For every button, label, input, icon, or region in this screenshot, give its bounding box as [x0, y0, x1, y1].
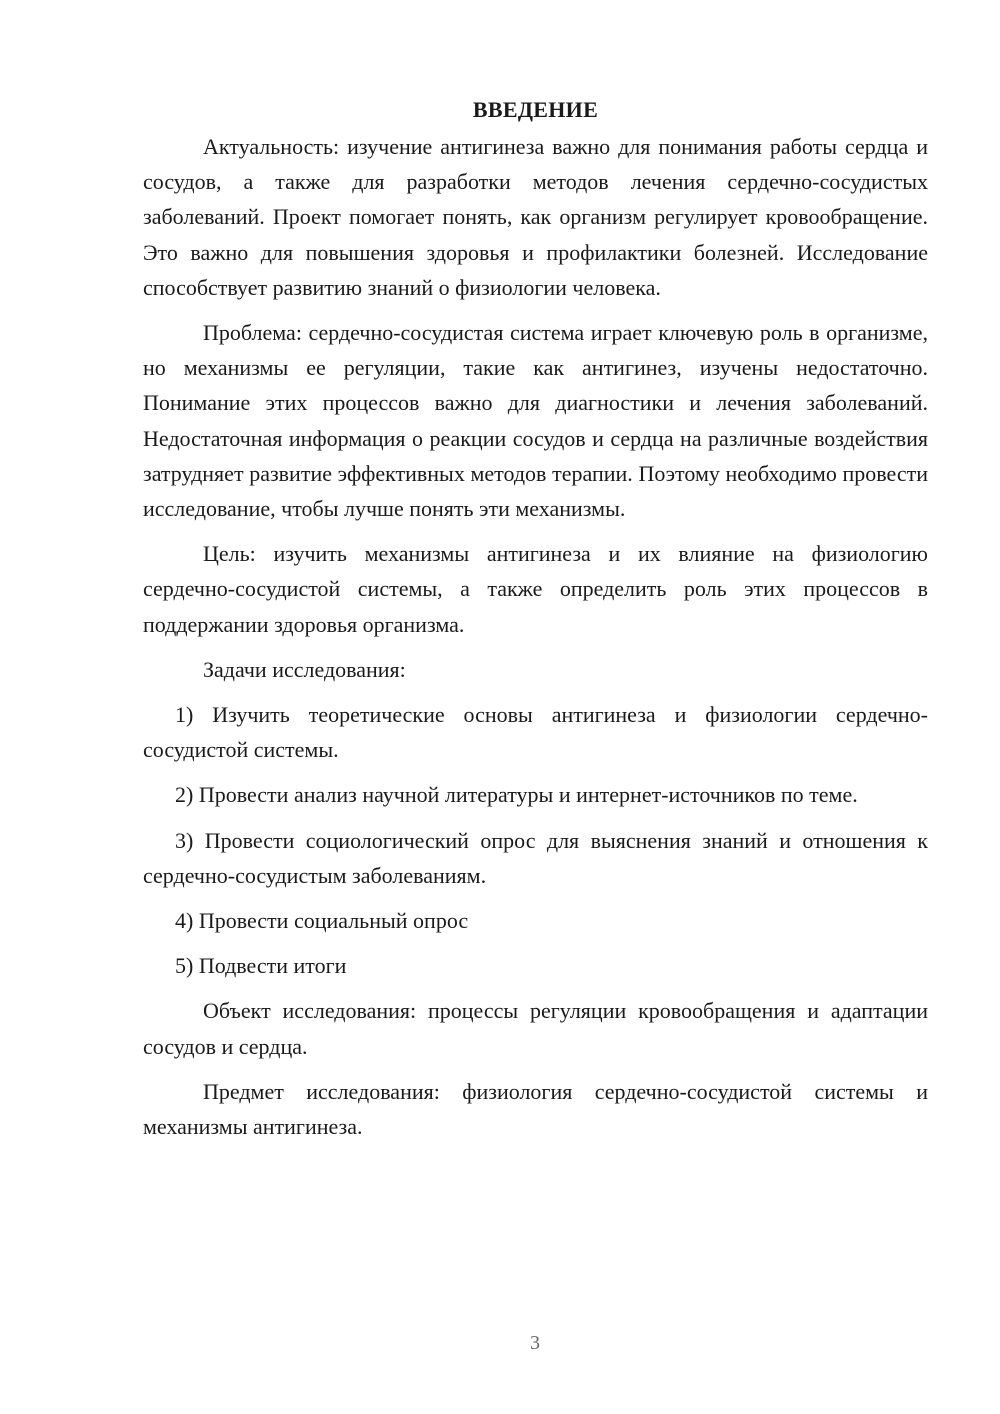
task-item-3: 3) Провести социологический опрос для выяснения знаний и отношения к сердечно-сосудистым заболеваниям. — [143, 827, 928, 888]
object-paragraph: Объект исследования: процессы регуляции кровообращения и адаптации сосудов и сердца. — [143, 998, 928, 1059]
task-item-4: 4) Провести социальный опрос — [175, 908, 469, 934]
task-item-5: 5) Подвести итоги — [175, 953, 347, 979]
subject-paragraph: Предмет исследования: физиология сердечно-сосудистой системы и механизмы антигинеза. — [143, 1078, 928, 1140]
task-item-1: 1) Изучить теоретические основы антигинеза и физиологии сердечно-сосудистой системы. — [143, 702, 928, 763]
document-page — [143, 92, 928, 1154]
task-item-2: 2) Провести анализ научной литературы и интернет-источников по теме. — [175, 782, 858, 808]
problem-paragraph: Проблема: сердечно-сосудистая система играет ключевую роль в организме, но механизмы ее регуляции, такие как антигинез, изучены недостаточно. Понимание этих процессов важно для диагностики и лечения заболеваний. Недостаточная информация о реакции сосудов и сердца на различные воздействия затрудняет развитие эффективных методов терапии. Поэтому необходимо провести исследование, чтобы лучше понять эти механизмы. — [143, 320, 928, 522]
page-heading: ВВЕДЕНИЕ — [472, 97, 599, 122]
page-number: 3 — [530, 1332, 540, 1354]
goal-paragraph: Цель: изучить механизмы антигинеза и их влияние на физиологию сердечно-сосудистой системы, а также определить роль этих процессов в поддержании здоровья организма. — [143, 541, 928, 637]
relevance-paragraph: Актуальность: изучение антигинеза важно для понимания работы сердца и сосудов, а также для разработки методов лечения сердечно-сосудистых заболеваний. Проект помогает понять, как организм регулирует кровообращение. Это важно для повышения здоровья и профилактики болезней. Исследование способствует развитию знаний о физиологии человека. — [143, 134, 928, 300]
tasks-title: Задачи исследования: — [203, 656, 406, 682]
